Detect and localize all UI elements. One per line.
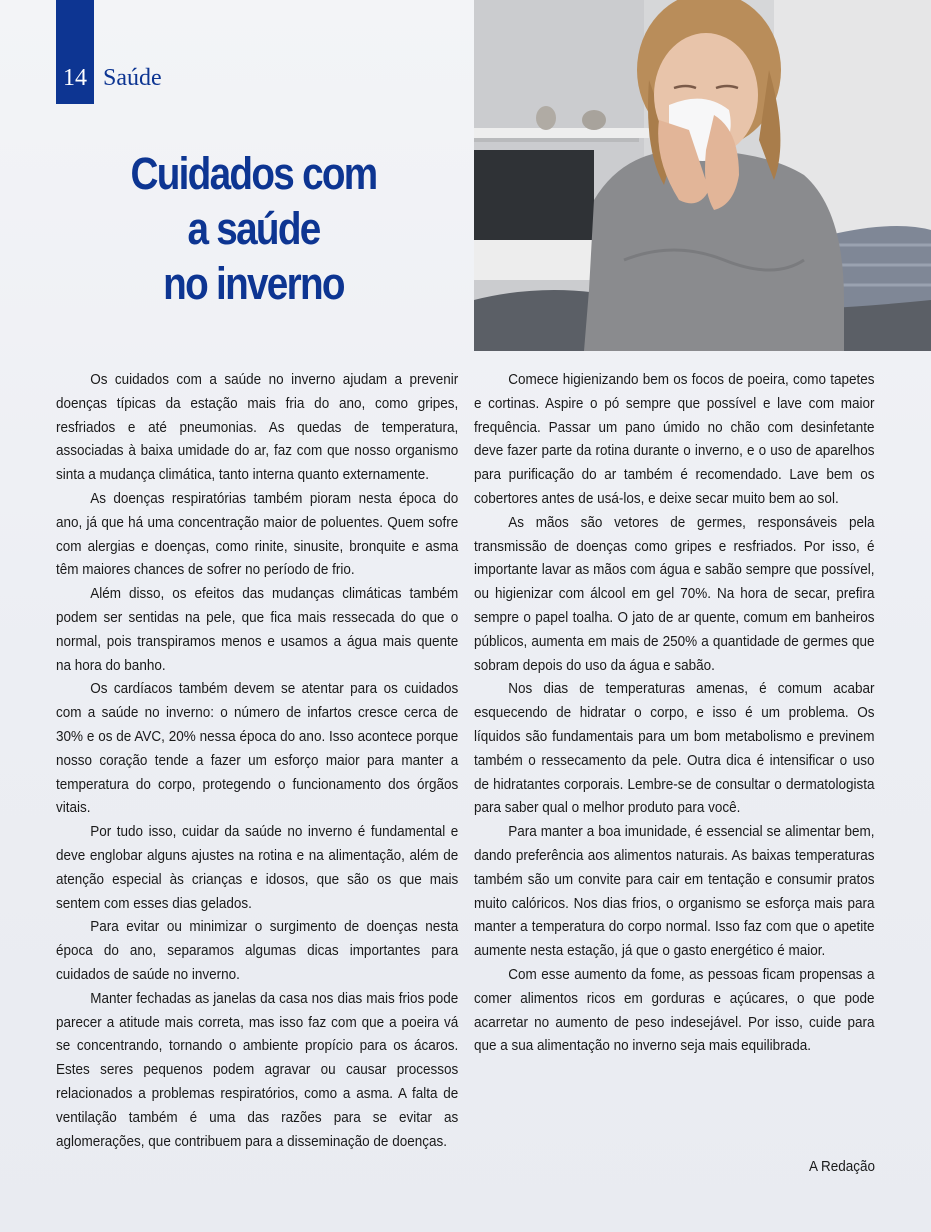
article-paragraph: Manter fechadas as janelas da casa nos dias mais frios pode parecer a atitude mais correta, mas isso faz com que a poeira vá se concentrando, tornando o ambiente propício para os ácaros. Estes seres pequenos podem agravar ou causar processos relacionados a problemas respiratórios, como a asma. A falta de ventilação também é uma das razões para se evitar as aglomerações, que contribuem para a disseminação de doenças. <box>56 989 459 1150</box>
article-paragraph: Os cuidados com a saúde no inverno ajudam a prevenir doenças típicas da estação mais fria do ano, como gripes, resfriados e até pneumonias. As quedas de temperatura, associadas à baixa umidade do ar, faz com que nosso organismo sinta a mudança climática, tanto interna quanto externamente. <box>56 371 459 484</box>
article-title <box>84 146 424 311</box>
title-line: no inverno <box>163 258 344 309</box>
page-number: 14 <box>63 65 87 91</box>
article-paragraph: Para manter a boa imunidade, é essencial se alimentar bem, dando preferência aos alimentos naturais. As baixas temperaturas também são um convite para cair em tentação e consumir pratos muito calóricos. Nos dias frios, o organismo se esforça mais para manter a temperatura do corpo normal. Isso faz com que o apetite aumente nesta estação, já que o gasto energético é maior. <box>474 823 875 960</box>
article-signature: A Redação <box>808 1158 875 1175</box>
article-column-left <box>56 368 458 1153</box>
section-label: Saúde <box>103 65 162 91</box>
woman-blowing-nose-illustration <box>474 0 931 351</box>
article-paragraph: Para evitar ou minimizar o surgimento de doenças nesta época do ano, separamos algumas dicas importantes para cuidados de saúde no inverno. <box>56 918 459 983</box>
article-photo <box>474 0 931 351</box>
article-paragraph: As mãos são vetores de germes, responsáveis pela transmissão de doenças como gripes e resfriados. Por isso, é importante lavar as mãos com água e sabão sempre que possível, ou higienizar com álcool em gel 70%. Na hora de secar, prefira sempre o papel toalha. O jato de ar quente, comum em banheiros públicos, aumenta em mais de 250% a quantidade de germes que sobram depois do uso da água e sabão. <box>474 513 875 674</box>
article-paragraph: Comece higienizando bem os focos de poeira, como tapetes e cortinas. Aspire o pó sempre que possível e lave com maior frequência. Passar um pano úmido no chão com desinfetante deve fazer parte da rotina durante o inverno, e o uso de aparelhos para purificação do ar também é recomendado. Lave bem os cobertores antes de usá-los, e deixe secar muito bem ao sol. <box>474 371 875 507</box>
article-paragraph: As doenças respiratórias também pioram nesta época do ano, já que há uma concentração maior de poluentes. Quem sofre com alergias e doenças, como rinite, sinusite, bronquite e asma têm maiores chances de sofrer no período de frio. <box>56 489 459 579</box>
title-line: a saúde <box>187 203 320 254</box>
article-paragraph: Os cardíacos também devem se atentar para os cuidados com a saúde no inverno: o número de infartos cresce cerca de 30% e os de AVC, 20% nessa época do ano. Isso acontece porque nosso coração tende a fazer um esforço maior para manter a temperatura do corpo, protegendo o funcionamento dos órgãos vitais. <box>56 680 459 817</box>
article-column-right <box>474 368 875 1058</box>
title-line: Cuidados com <box>130 148 377 199</box>
article-paragraph: Com esse aumento da fome, as pessoas ficam propensas a comer alimentos ricos em gorduras e açúcares, o que pode acarretar no aumento de peso indesejável. Por isso, cuide para que a sua alimentação no inverno seja mais equilibrada. <box>474 965 875 1055</box>
article-paragraph: Nos dias de temperaturas amenas, é comum acabar esquecendo de hidratar o corpo, e isso é um problema. Os líquidos são fundamentais para um bom metabolismo e previnem também o ressecamento da pele. Outra dica é intensificar o uso de hidratantes corporais. Lembre-se de consultar o dermatologista para saber qual o melhor produto para você. <box>474 680 875 817</box>
article-paragraph: Além disso, os efeitos das mudanças climáticas também podem ser sentidas na pele, que fica mais ressecada do que o normal, pois transpiramos menos e usamos a água mais quente na hora do banho. <box>56 585 459 674</box>
article-paragraph: Por tudo isso, cuidar da saúde no inverno é fundamental e deve englobar alguns ajustes na rotina e na alimentação, além de atenção especial às crianças e idosos, que são os que mais sentem com esses dias gelados. <box>56 823 459 912</box>
